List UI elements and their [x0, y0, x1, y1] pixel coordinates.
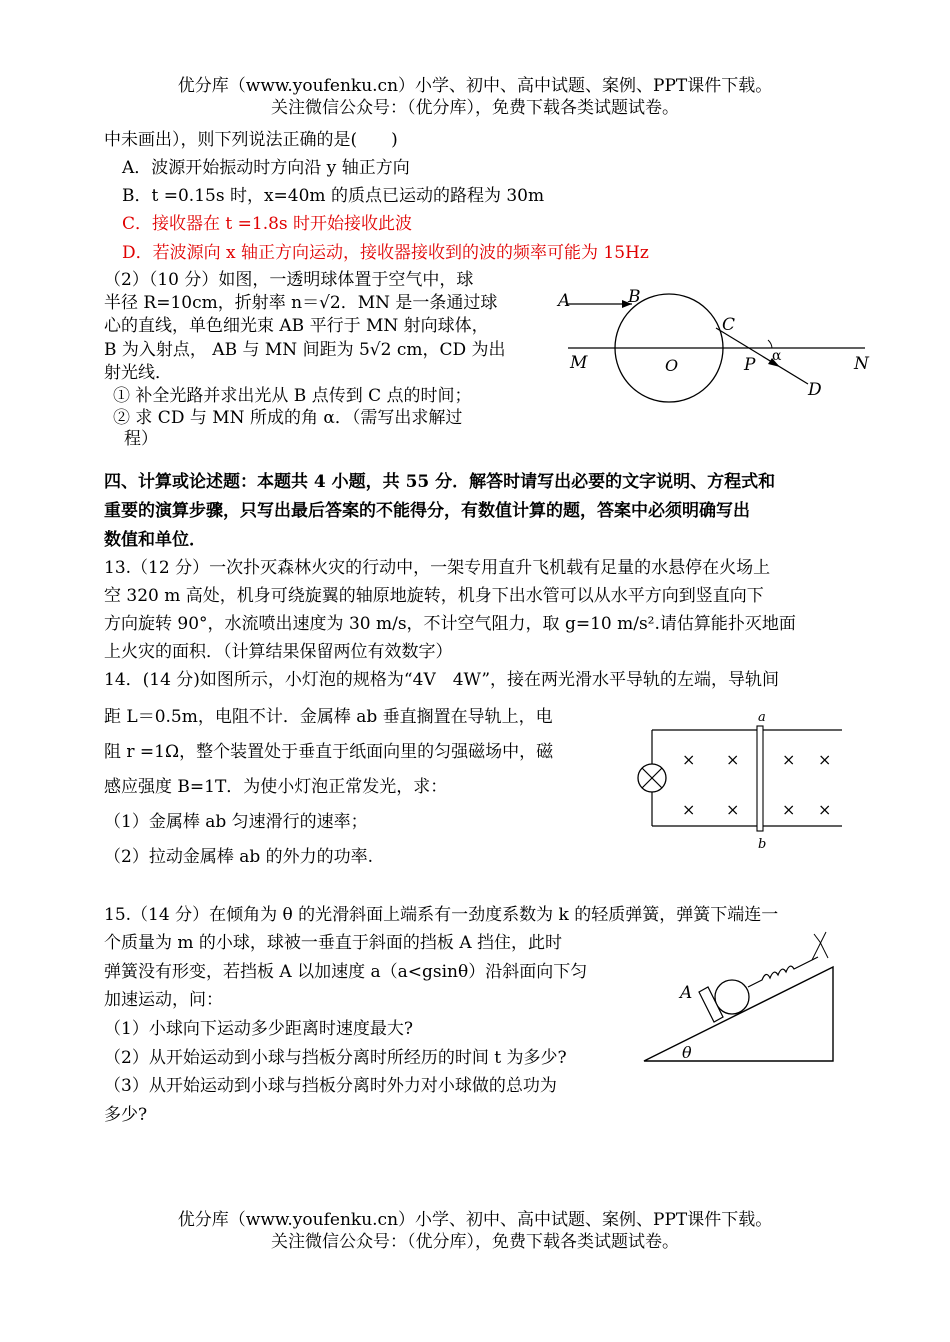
q12-option-c: C．接收器在 t =1.8s 时开始接收此波: [122, 214, 413, 234]
q13-line4: 上火灾的面积．（计算结果保留两位有效数字）: [104, 642, 453, 662]
svg-text:×: ×: [782, 750, 796, 769]
q12-option-b: B．t =0.15s 时，x=40m 的质点已运动的路程为 30m: [122, 186, 545, 206]
label-p: P: [744, 355, 756, 375]
svg-text:×: ×: [726, 800, 740, 819]
svg-text:×: ×: [818, 800, 832, 819]
spring-icon: [748, 957, 818, 987]
sphere-refraction-figure: [550, 280, 870, 410]
q12-option-a: A．波源开始振动时方向沿 y 轴正方向: [122, 158, 410, 178]
section4-line1: 四、计算或论述题：本题共 4 小题，共 55 分．解答时请写出必要的文字说明、方程式和: [104, 472, 776, 492]
incline-figure: [640, 930, 840, 1066]
footer-line-2: 关注微信公众号：（优分库），免费下载各类试题试卷。: [271, 1232, 679, 1252]
q13-line3: 方向旋转 90°，水流喷出速度为 30 m/s，不计空气阻力，取 g=10 m/s².请估算能扑灭地面: [104, 614, 796, 634]
q14-line4: 感应强度 B=1T．为使小灯泡正常发光，求：: [104, 777, 448, 797]
q15-line5: （1）小球向下运动多少距离时速度最大?: [104, 1019, 413, 1039]
q12-part2-line4: B 为入射点， AB 与 MN 间距为 5√2 cm，CD 为出: [104, 340, 506, 360]
footer-line-1: 优分库（www.youfenku.cn）小学、初中、高中试题、案例、PPT课件下载。: [177, 1210, 773, 1230]
q14-line6: （2）拉动金属棒 ab 的外力的功率.: [104, 847, 374, 867]
q14-line3: 阻 r =1Ω，整个装置处于垂直于纸面向里的匀强磁场中，磁: [104, 742, 554, 762]
q15-line6: （2）从开始运动到小球与挡板分离时所经历的时间 t 为多少?: [104, 1048, 567, 1068]
label-o: O: [665, 356, 679, 375]
wall-hatch-icon: [812, 932, 828, 960]
q12-part2-line2: 半径 R=10cm，折射率 n＝√2．MN 是一条通过球: [104, 293, 498, 313]
label-m: M: [570, 353, 588, 373]
ray-cd: [716, 328, 808, 384]
alpha-arc: [768, 340, 772, 348]
q12-part2-line7: ② 求 CD 与 MN 所成的角 α．（需写出求解过: [113, 408, 463, 428]
q12-option-d: D．若波源向 x 轴正方向运动，接收器接收到的波的频率可能为 15Hz: [122, 243, 649, 263]
svg-text:×: ×: [682, 750, 696, 769]
q15-line8: 多少?: [104, 1105, 148, 1125]
label-b: B: [628, 287, 641, 307]
lamp-icon: [638, 764, 666, 792]
header-line-2: 关注微信公众号：（优分库），免费下载各类试题试卷。: [271, 98, 679, 118]
svg-text:×: ×: [682, 800, 696, 819]
q12-part2-line8: 程）: [124, 429, 158, 449]
label-a: a: [758, 710, 766, 725]
q15-line1: 15.（14 分）在倾角为 θ 的光滑斜面上端系有一劲度系数为 k 的轻质弹簧，弹簧下端连一: [104, 905, 779, 925]
label-a: A: [680, 983, 693, 1003]
q12-part2-line3: 心的直线，单色细光束 AB 平行于 MN 射向球体，: [104, 316, 489, 336]
label-n: N: [854, 354, 869, 374]
q12-part2-line1: （2）（10 分）如图，一透明球体置于空气中，球: [104, 270, 474, 290]
label-theta: θ: [682, 1043, 692, 1062]
svg-text:×: ×: [818, 750, 832, 769]
q12-part2-line5: 射光线．: [104, 363, 172, 383]
label-a: A: [558, 291, 571, 311]
label-d: D: [808, 380, 822, 400]
q12-part2-line6: ① 补全光路并求出光从 B 点传到 C 点的时间；: [113, 386, 472, 406]
label-b: b: [758, 837, 767, 852]
label-c: C: [722, 315, 736, 335]
q13-line2: 空 320 m 高处，机身可绕旋翼的轴原地旋转，机身下出水管可以从水平方向到竖直向下: [104, 586, 764, 606]
svg-text:×: ×: [726, 750, 740, 769]
header-line-1: 优分库（www.youfenku.cn）小学、初中、高中试题、案例、PPT课件下载。: [177, 76, 773, 96]
rail-circuit-figure: [632, 708, 852, 854]
ball-icon: [715, 980, 749, 1014]
q14-line2: 距 L＝0.5m，电阻不计．金属棒 ab 垂直搁置在导轨上，电: [104, 707, 553, 727]
section4-line3: 数值和单位．: [104, 530, 206, 550]
q14-line5: （1）金属棒 ab 匀速滑行的速率；: [104, 812, 368, 832]
q15-line7: （3）从开始运动到小球与挡板分离时外力对小球做的总功为: [104, 1076, 557, 1096]
q14-line1: 14．(14 分)如图所示，小灯泡的规格为“4V 4W”，接在两光滑水平导轨的左端，导轨间: [104, 670, 780, 690]
metal-rod-ab: [757, 726, 763, 831]
q15-line2: 个质量为 m 的小球，球被一垂直于斜面的挡板 A 挡住，此时: [104, 933, 563, 953]
q15-line4: 加速运动，问：: [104, 990, 223, 1010]
q13-line1: 13.（12 分）一次扑灭森林火灾的行动中，一架专用直升飞机载有足量的水悬停在火场上: [104, 558, 771, 578]
section4-line2: 重要的演算步骤，只写出最后答案的不能得分，有数值计算的题，答案中必须明确写出: [104, 501, 750, 521]
label-alpha: α: [772, 348, 782, 364]
q15-line3: 弹簧没有形变，若挡板 A 以加速度 a（a<gsinθ）沿斜面向下匀: [104, 962, 588, 982]
svg-text:×: ×: [782, 800, 796, 819]
q12-stem-tail: 中未画出），则下列说法正确的是( ): [104, 130, 398, 150]
